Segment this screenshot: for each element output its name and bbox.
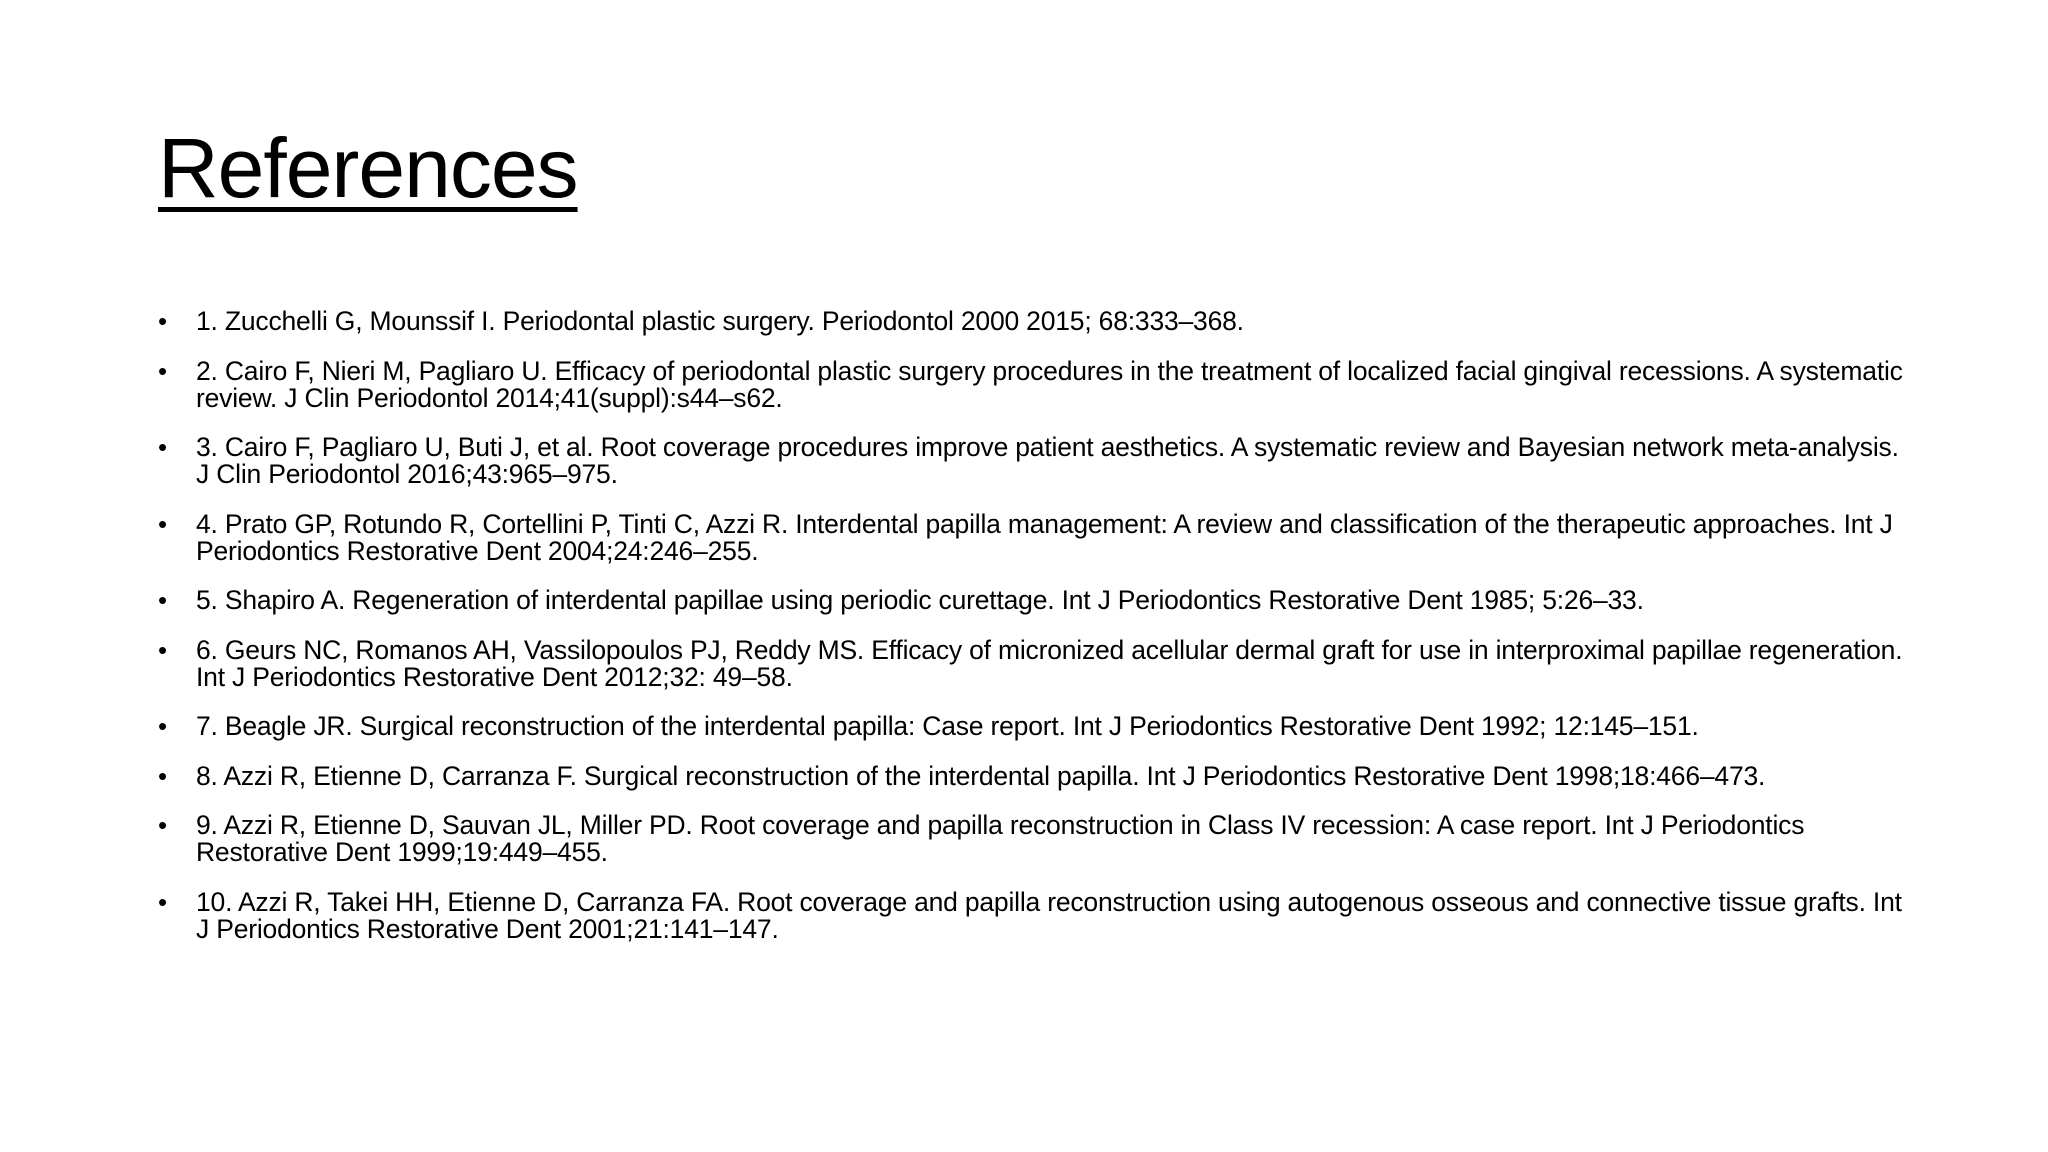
reference-text: 8. Azzi R, Etienne D, Carranza F. Surgical reconstruction of the interdental papilla. Int J Periodontics Restorative Dent 1998;18:466–473. [196, 760, 1766, 791]
reference-text: 10. Azzi R, Takei HH, Etienne D, Carranza FA. Root coverage and papilla reconstruction using autogenous osseous and connective tissue grafts. Int J Periodontics Restorative Dent 2001;21:141–147. [196, 886, 1902, 944]
list-item [158, 434, 1918, 488]
reference-text: 5. Shapiro A. Regeneration of interdental papillae using periodic curettage. Int J Periodontics Restorative Dent 1985; 5:26–33. [196, 585, 1644, 615]
reference-list [158, 308, 1918, 965]
bullet-icon: • [158, 634, 167, 665]
list-item [158, 713, 1918, 740]
list-item [158, 886, 1918, 944]
bullet-icon: • [158, 760, 167, 791]
bullet-icon: • [158, 306, 167, 336]
list-item [158, 355, 1918, 413]
bullet-icon: • [158, 585, 167, 615]
bullet-icon: • [158, 355, 167, 386]
reference-text: 1. Zucchelli G, Mounssif I. Periodontal plastic surgery. Periodontol 2000 2015; 68:333–368. [196, 306, 1244, 336]
reference-text: 2. Cairo F, Nieri M, Pagliaro U. Efficacy of periodontal plastic surgery procedures in the treatment of localized facial gingival recessions. A systematic review. J Clin Periodontol 2014;41(suppl):s44–s62. [196, 355, 1903, 413]
list-item [158, 812, 1918, 866]
bullet-icon: • [158, 810, 167, 840]
list-item [158, 308, 1918, 335]
list-item [158, 760, 1918, 791]
list-item [158, 587, 1918, 614]
reference-text: 7. Beagle JR. Surgical reconstruction of the interdental papilla: Case report. Int J Periodontics Restorative Dent 1992; 12:145–151. [196, 711, 1699, 741]
reference-text: 3. Cairo F, Pagliaro U, Buti J, et al. Root coverage procedures improve patient aesthetics. A systematic review and Bayesian network meta-analysis. J Clin Periodontol 2016;43:965–975. [196, 432, 1899, 489]
bullet-icon: • [158, 711, 167, 741]
list-item [158, 508, 1918, 566]
bullet-icon: • [158, 886, 167, 917]
reference-text: 4. Prato GP, Rotundo R, Cortellini P, Tinti C, Azzi R. Interdental papilla management: A review and classification of the therapeutic approaches. Int J Periodontics Restorative Dent 2004;24:246–255. [196, 508, 1893, 566]
bullet-icon: • [158, 508, 167, 539]
slide-title: References [158, 121, 578, 215]
bullet-icon: • [158, 432, 167, 462]
reference-text: 9. Azzi R, Etienne D, Sauvan JL, Miller PD. Root coverage and papilla reconstruction in Class IV recession: A case report. Int J Periodontics Restorative Dent 1999;19:449–455. [196, 810, 1805, 867]
reference-text: 6. Geurs NC, Romanos AH, Vassilopoulos PJ, Reddy MS. Efficacy of micronized acellular dermal graft for use in interproximal papillae regeneration. Int J Periodontics Restorative Dent 2012;32: 49–58. [196, 634, 1903, 692]
list-item [158, 634, 1918, 692]
